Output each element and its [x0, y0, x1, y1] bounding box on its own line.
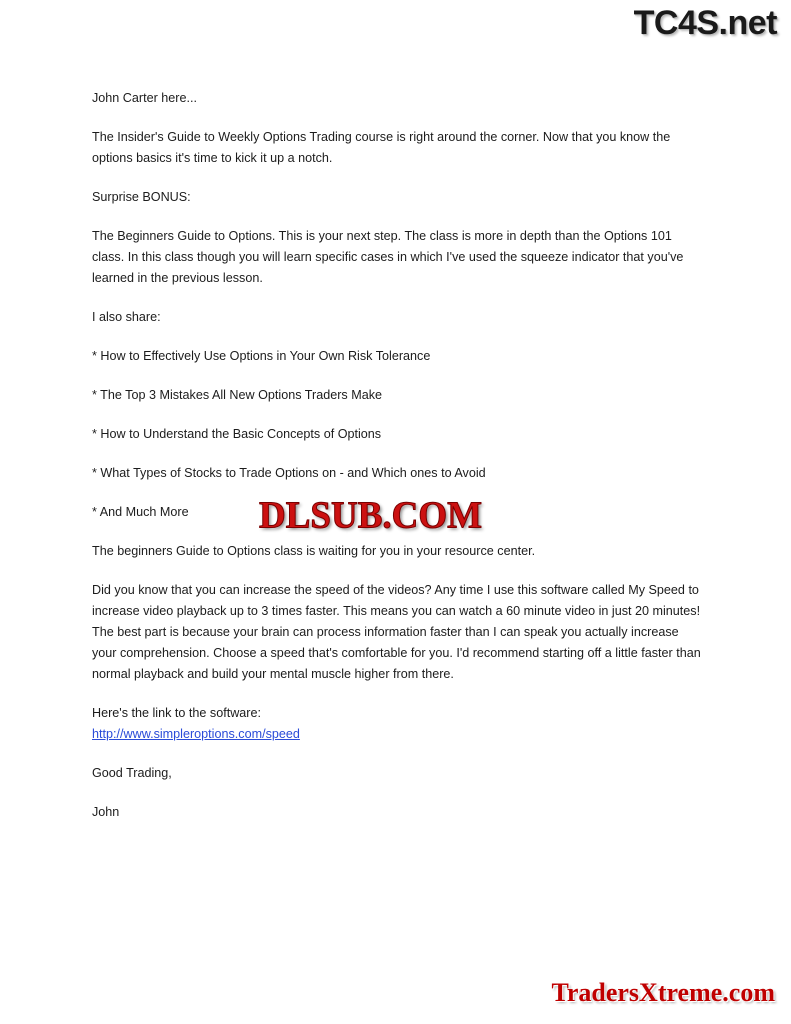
bullet-item: * What Types of Stocks to Trade Options on - and Which ones to Avoid — [92, 466, 486, 480]
letter-body — [92, 88, 702, 841]
bullet-item: * The Top 3 Mistakes All New Options Traders Make — [92, 388, 383, 402]
resource-center-paragraph: The beginners Guide to Options class is waiting for you in your resource center. — [92, 544, 536, 558]
bonus-heading: Surprise BONUS: — [92, 190, 191, 204]
center-watermark-stamp: DLSUB.COM — [259, 494, 483, 537]
bullet-item: * And Much More — [92, 505, 189, 519]
intro-paragraph: The Insider's Guide to Weekly Options Trading course is right around the corner. Now that you know the options basics it's time to kick it up a notch. — [92, 130, 671, 165]
bonus-paragraph: The Beginners Guide to Options. This is your next step. The class is more in depth than the Options 101 class. In this class though you will learn specific cases in which I've used the squeeze indicator that you've learned in the previous lesson. — [92, 229, 684, 285]
software-link[interactable]: http://www.simpleroptions.com/speed — [92, 727, 300, 741]
greeting-paragraph: John Carter here... — [92, 91, 197, 105]
bullet-item: * How to Understand the Basic Concepts of Options — [92, 427, 382, 441]
video-speed-paragraph: Did you know that you can increase the speed of the videos? Any time I use this software called My Speed to increase video playback up to 3 times faster. This means you can watch a 60 minute video in just 20 minutes! The best part is because your brain can process information faster than I can speak you actually increase your comprehension. Choose a speed that's comfortable for you. I'd recommend starting off a little faster than normal playback and build your mental muscle higher from there. — [92, 583, 701, 681]
closing-paragraph: Good Trading, — [92, 766, 172, 780]
signature-paragraph: John — [92, 805, 120, 819]
top-right-watermark: TC4S.net — [633, 4, 777, 42]
bullet-item: * How to Effectively Use Options in Your Own Risk Tolerance — [92, 349, 431, 363]
share-intro-paragraph: I also share: — [92, 310, 161, 324]
link-intro-paragraph: Here's the link to the software: — [92, 706, 262, 720]
bottom-right-watermark: TradersXtreme.com — [551, 978, 775, 1007]
